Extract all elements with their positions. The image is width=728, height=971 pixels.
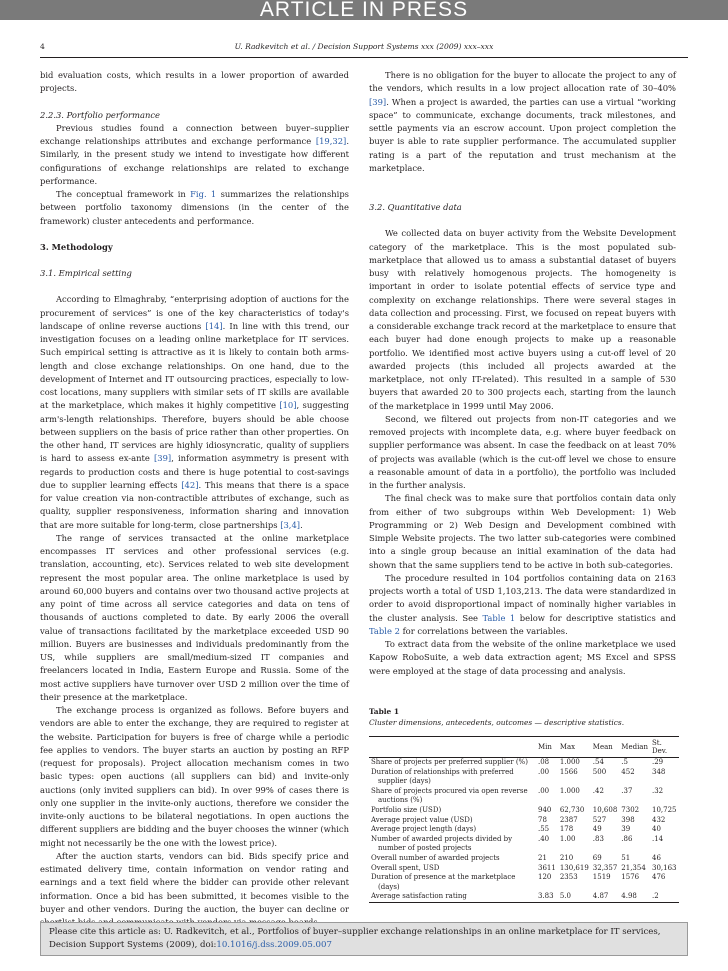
row-label: Average project value (USD) [371, 815, 473, 824]
running-title: U. Radkevitch et al. / Decision Support Systems xxx (2009) xxx–xxx [234, 42, 494, 51]
table-cell: 940 [538, 805, 552, 814]
table-cell: .14 [652, 834, 664, 843]
table-cell: 4.98 [619, 892, 650, 902]
doi-link[interactable]: 10.1016/j.dss.2009.05.007 [216, 940, 332, 950]
table-row [369, 806, 679, 816]
table-cell: 1566 [559, 767, 578, 776]
table-cell: .86 [621, 834, 633, 843]
table-cell: 130,619 [559, 863, 589, 872]
paragraph: bid evaluation costs, which results in a lower proportion of awarded projects. [40, 70, 349, 94]
paragraph: There is no obligation for the buyer to allocate the project to any of the vendors, which results in a low project allocation rate of 30–40% [39]. When a project is awarded, the parties can use a virtual “working space” to communicate, exchange documents, track milestones, and settle payments via an escrow account. Upon project completion the buyer is able to rate supplier performance. The accumulated supplier rating is a part of the reputation and trust mechanism at the marketplace. [369, 70, 676, 173]
table-cell: 62,730 [559, 805, 585, 814]
paragraph: The procedure resulted in 104 portfolios containing data on 2163 projects worth a total of USD 1,103,213. The data were standardized in order to avoid disproportional impact of nominally higher variables in the cluster analysis. See Table 1 below for descriptive statistics and Table 2 for correlations between the variables. [369, 572, 676, 636]
table-row [369, 864, 679, 874]
table-header-cell: St. Dev. [650, 737, 679, 758]
table-cell: .37 [621, 786, 633, 795]
citation-link[interactable]: [10] [279, 400, 297, 411]
table-cell: 30,163 [652, 863, 677, 872]
article-in-press-banner: ARTICLE IN PRESS [0, 0, 728, 20]
table-cell: 32,357 [592, 863, 618, 872]
citation-link[interactable]: [39] [369, 96, 387, 107]
row-label: Share of projects procured via open reverse auctions (%) [371, 786, 528, 805]
table-cell: 10,725 [652, 805, 677, 814]
paragraph: The exchange process is organized as follows. Before buyers and vendors are able to enter the exchange, they are required to register at the website. Participation for buyers is free of charge while a periodic fee applies to vendors. The buyer starts an auction by posting an RFP (request for proposals). Project allocation mechanism comes in two basic types: open auctions (all suppliers can bid) and invite-only auctions (only invited suppliers can bid). In over 99% of cases there is only one supplier in the invite-only auctions, therefore we consider the invite-only auctions to be bilateral negotiations. In open auctions the different suppliers are bidding and the buyer chooses the winner (which might not necessarily be the one with the lowest price). [40, 705, 349, 848]
table-cell: 1.000 [559, 758, 580, 766]
table-cell: 120 [538, 873, 552, 882]
citation-box [40, 922, 688, 956]
table-cell: 3.83 [536, 892, 558, 902]
table-link[interactable]: Table 1 [482, 612, 516, 623]
left-column [40, 69, 349, 929]
table-cell: 40 [652, 825, 661, 834]
table-cell: 1.000 [559, 786, 580, 795]
table-cell: 7302 [621, 805, 640, 814]
section-heading-3-2: 3.2. Quantitative data [369, 202, 462, 212]
table-cell: .42 [592, 786, 604, 795]
table-cell: 21 [538, 853, 547, 862]
table-cell: 21,354 [621, 863, 646, 872]
row-label: Number of awarded projects divided by number of posted projects [371, 834, 513, 853]
table-header-cell [369, 737, 536, 758]
paragraph: The final check was to make sure that portfolios contain data only from either of two subgroups within Web Development: 1) Web Programming or 2) Web Design and Development combined with Simple Website projects. The two latter sub-categories were combined into a single group because an initial examination of the data had shown that the same suppliers tend to be active in both sub-categories. [369, 493, 676, 570]
table-cell: .00 [538, 786, 550, 795]
row-label: Portfolio size (USD) [371, 805, 442, 814]
row-label: Overall number of awarded projects [371, 853, 500, 862]
table-cell: .00 [538, 767, 550, 776]
table-cell: 476 [652, 873, 666, 882]
table-header-row [369, 737, 679, 758]
table-cell: 46 [652, 853, 661, 862]
running-header [40, 42, 688, 51]
paragraph: According to Elmaghraby, “enterprising adoption of auctions for the procurement of services” is one of the key characteristics of today's landscape of online reverse auctions [14]. In line with this trend, our investigation focuses on a leading online marketplace for IT services. Such empirical setting is attractive as it is likely to contain both arms-length and close exchange relationships. On one hand, due to the development of Internet and IT outsourcing practices, especially to low-cost locations, many suppliers with similar sets of IT skills are available at the marketplace, which makes it highly competitive [10], suggesting arm's-length relationships. Therefore, buyers should be able choose between suppliers on the basis of price rather than other properties. On the other hand, IT services are highly idiosyncratic, quality of suppliers is hard to assess ex-ante [39], information asymmetry is present with regards to production costs and there is huge potential to cost-savings due to supplier learning effects [42]. This means that there is a space for value creation via non-contractible attributes of exchange, such as quality, supplier responsiveness, information sharing and innovation that are more suitable for long-term, close partnerships [3,4]. [40, 294, 350, 530]
table-cell: 69 [592, 853, 602, 862]
citation-link[interactable]: [39] [153, 453, 172, 464]
descriptive-statistics-table [369, 736, 679, 903]
table-row [369, 835, 679, 854]
header-rule [40, 57, 688, 58]
table-header-cell: Mean [591, 737, 620, 758]
section-heading-3-1: 3.1. Empirical setting [40, 268, 132, 278]
table-row [369, 768, 679, 787]
table-cell: 432 [652, 815, 666, 824]
table-cell: .55 [538, 825, 550, 834]
table-cell: .32 [652, 786, 664, 795]
paragraph: We collected data on buyer activity from the Website Development category of the marketplace. This is the most populated sub-marketplace that allowed us to amass a substantial dataset of buyers busy with relatively homogenous projects. The homogeneity is important in order to isolate potential effects of service type and complexity on exchange relationships. There were several stages in data collection and processing. First, we focused on repeat buyers with a considerable exchange track record at the marketplace to ensure that each buyer had done enough projects to make up a reasonable portfolio. We identified most active buyers using a cut-off level of 20 awarded projects (this included all projects awarded at the marketplace, not only IT-related). This resulted in a sample of 530 buyers that awarded 20 to 300 projects each, starting from the launch of the marketplace in 1999 until May 2006. [369, 228, 676, 411]
table-cell: 10,608 [592, 805, 618, 814]
paragraph: To extract data from the website of the online marketplace we used Kapow RoboSuite, a web data extraction agent; MS Excel and SPSS were employed at the stage of data processing and analysis. [369, 639, 676, 676]
citation-link[interactable]: [19,32] [315, 136, 347, 146]
table-cell: .5 [621, 758, 628, 766]
row-label: Duration of presence at the marketplace (days) [371, 873, 516, 891]
page-number: 4 [40, 42, 45, 51]
section-heading-2-2-3: 2.2.3. Portfolio performance [40, 109, 160, 120]
table-cell: .54 [592, 758, 604, 766]
table-cell: 1.00 [559, 834, 576, 843]
table-cell: 178 [559, 825, 574, 834]
paragraph: The conceptual framework in Fig. 1 summarizes the relationships between portfolio taxonomy dimensions (in the center of the framework) cluster antecedents and performance. [40, 189, 349, 226]
table-cell: .2 [650, 892, 679, 902]
row-label: Share of projects per preferred supplier (%) [371, 758, 528, 766]
table-row [369, 816, 679, 826]
table-cell: 3611 [538, 863, 556, 872]
paragraph: Second, we filtered out projects from non-IT categories and we removed projects with incomplete data, e.g. where buyer feedback on supplier performance was absent. In case the feedback on at least 70% of projects was available (which is the cut-off level we chose to ensure a reasonable amount of data in a portfolio), the portfolio was included in the further analysis. [369, 413, 676, 490]
table-cell: 2353 [559, 873, 578, 882]
table-cell: 398 [621, 815, 635, 824]
table-cell: 500 [592, 767, 607, 776]
table-row [369, 873, 679, 892]
table-header-cell: Max [558, 737, 591, 758]
table-cell: 210 [559, 853, 574, 862]
table-link[interactable]: Table 2 [369, 625, 400, 636]
table-cell: 1576 [621, 873, 640, 882]
figure-link[interactable]: Fig. 1 [190, 189, 217, 199]
citation-link[interactable]: [14] [205, 320, 223, 331]
row-label: Average satisfaction rating [369, 892, 536, 902]
table-cell: 452 [621, 767, 635, 776]
table-caption-text: Cluster dimensions, antecedents, outcomes — descriptive statistics. [369, 718, 625, 727]
citation-text: Please cite this article as: U. Radkevitch, et al., Portfolios of buyer–supplier exchange relationships in an online marketplace for IT services, Decision Support Systems (2009), doi: [49, 927, 661, 950]
section-heading-3: 3. Methodology [40, 241, 113, 252]
table-cell: 1519 [592, 873, 611, 882]
table-header-cell: Median [619, 737, 650, 758]
table-cell: 4.87 [591, 892, 620, 902]
table-row [369, 892, 679, 902]
table-cell: 49 [592, 825, 602, 834]
citation-link[interactable]: [42] [181, 479, 199, 490]
citation-link[interactable]: [3,4] [280, 519, 301, 530]
table-cell: 51 [621, 853, 631, 862]
table-row [369, 758, 679, 768]
paragraph: Previous studies found a connection between buyer–supplier exchange relationships attributes and exchange performance [19,32]. Similarly, in the present study we intend to investigate how different configurations of exchange relationships are related to exchange performance. [40, 122, 349, 186]
row-label: Duration of relationships with preferred supplier (days) [371, 767, 514, 786]
table-cell: .83 [592, 834, 604, 843]
table-cell: 78 [538, 815, 547, 824]
table-1 [369, 707, 679, 903]
table-header-cell: Min [536, 737, 558, 758]
paragraph: After the auction starts, vendors can bid. Bids specify price and estimated delivery time, contain information on vendor rating and earnings and a text field where the bidder can provide other relevant information. Once a bid has been submitted, it becomes visible to the buyer and other vendors. During the auction, the buyer can decline or [40, 850, 349, 914]
table-cell: 5.0 [558, 892, 591, 902]
table-cell: .29 [652, 758, 664, 766]
table-row [369, 787, 679, 806]
row-label: Average project length (days) [371, 825, 477, 834]
right-column [369, 69, 676, 678]
row-label: Overall spent, USD [371, 863, 440, 872]
table-cell: 39 [621, 825, 631, 834]
table-cell: 2387 [559, 815, 578, 824]
table-cell: 348 [652, 767, 666, 776]
table-row [369, 854, 679, 864]
paragraph: The range of services transacted at the online marketplace encompasses IT services and other professional services (e.g. translation, accounting, etc). Services related to web site development represent the most popular area. The online marketplace is used by around 60,000 buyers and contains over two thousand active projects at any point of time across all service categories and data on tens of thousands of auctions completed to date. By early 2006 the overall value of transactions facilitated by the marketplace exceeded USD 90 million. Buyers are businesses and individuals predominantly from the US, while suppliers are small/medium-sized IT companies and freelancers located in India, Eastern Europe and Russia. Some of the most active suppliers have turnover over USD 2 million over the time of their presence at the marketplace. [40, 532, 349, 702]
table-cell: .40 [538, 834, 550, 843]
table-cell: 527 [592, 815, 607, 824]
table-row [369, 825, 679, 835]
table-caption-label: Table 1 [369, 707, 399, 716]
table-cell: .08 [538, 758, 550, 766]
